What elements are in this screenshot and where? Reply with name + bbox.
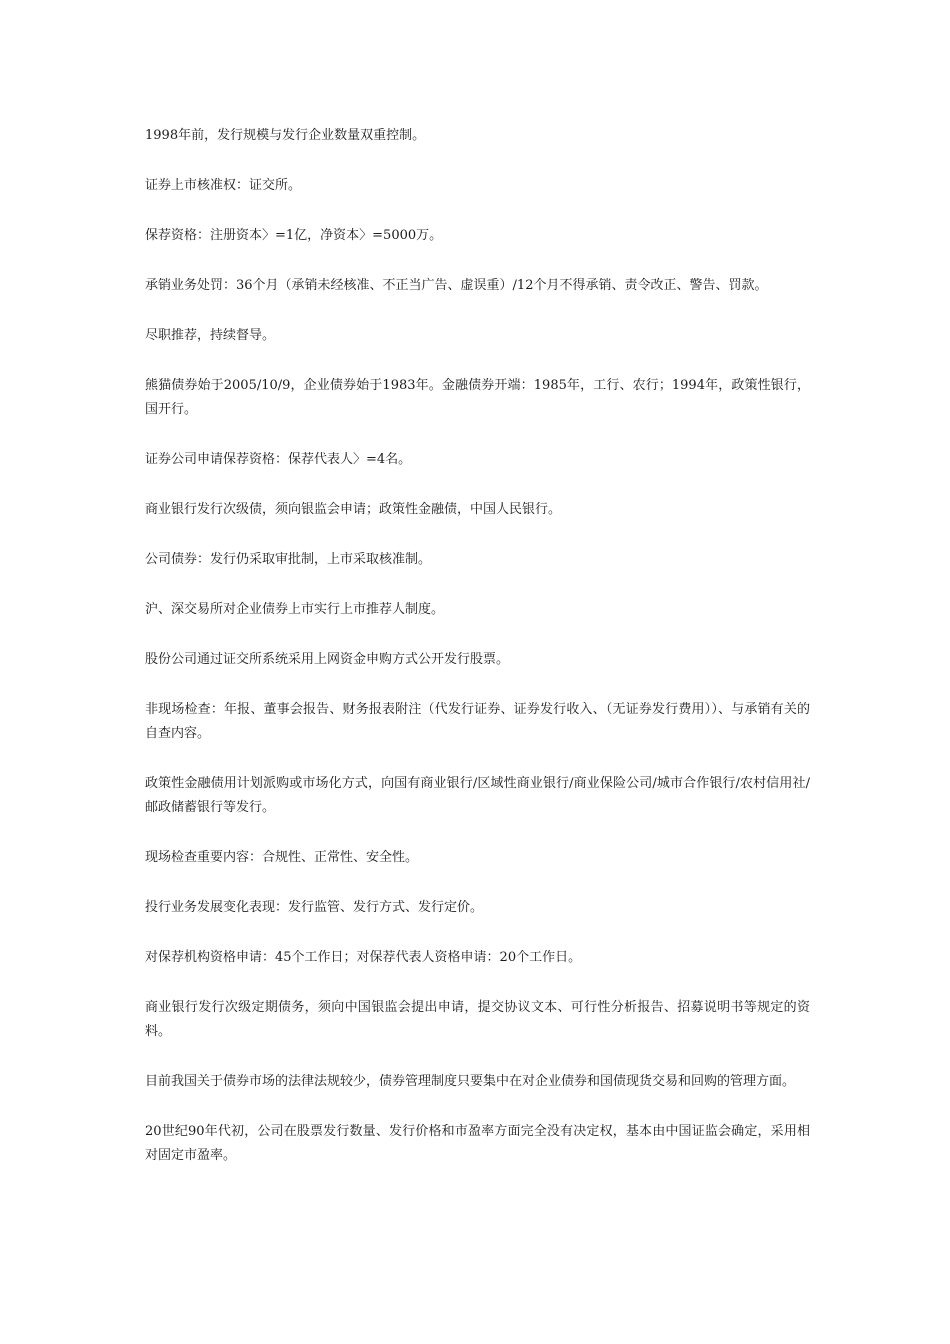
- paragraph: 商业银行发行次级定期债务，须向中国银监会提出申请，提交协议文本、可行性分析报告、招募说明书等规定的资料。: [145, 1000, 810, 1039]
- paragraph: 目前我国关于债券市场的法律法规较少，债券管理制度只要集中在对企业债券和国债现货交易和回购的管理方面。: [145, 1074, 796, 1089]
- paragraph: 非现场检查：年报、董事会报告、财务报表附注（代发行证券、证券发行收入、（无证券发行费用））、与承销有关的自查内容。: [145, 702, 810, 741]
- paragraph: 沪、深交易所对企业债券上市实行上市推荐人制度。: [145, 602, 445, 617]
- paragraph: 现场检查重要内容：合规性、正常性、安全性。: [145, 850, 419, 865]
- paragraph: 政策性金融债用计划派购或市场化方式，向国有商业银行/区域性商业银行/商业保险公司/城市合作银行/农村信用社/邮政储蓄银行等发行。: [145, 776, 810, 815]
- paragraph: 承销业务处罚：36个月（承销未经核准、不正当广告、虚误重）/12个月不得承销、责令改正、警告、罚款。: [145, 278, 768, 293]
- paragraph: 对保荐机构资格申请：45个工作日；对保荐代表人资格申请：20个工作日。: [145, 950, 582, 965]
- document-body: [145, 124, 810, 1194]
- paragraph: 熊猫债券始于2005/10/9，企业债券始于1983年。金融债券开端：1985年，工行、农行；1994年，政策性银行，国开行。: [145, 378, 810, 417]
- paragraph: 公司债券：发行仍采取审批制，上市采取核准制。: [145, 552, 432, 567]
- paragraph: 1998年前，发行规模与发行企业数量双重控制。: [145, 128, 426, 143]
- paragraph: 尽职推荐，持续督导。: [145, 328, 276, 343]
- paragraph: 20世纪90年代初，公司在股票发行数量、发行价格和市盈率方面完全没有决定权，基本由中国证监会确定，采用相对固定市盈率。: [145, 1124, 810, 1163]
- paragraph: 保荐资格：注册资本〉=1亿，净资本〉=5000万。: [145, 228, 443, 243]
- paragraph: 证券上市核准权：证交所。: [145, 178, 302, 193]
- paragraph: 商业银行发行次级债，须向银监会申请；政策性金融债，中国人民银行。: [145, 502, 562, 517]
- paragraph: 证券公司申请保荐资格：保荐代表人〉=4名。: [145, 452, 412, 467]
- paragraph: 投行业务发展变化表现：发行监管、发行方式、发行定价。: [145, 900, 484, 915]
- paragraph: 股份公司通过证交所系统采用上网资金申购方式公开发行股票。: [145, 652, 510, 667]
